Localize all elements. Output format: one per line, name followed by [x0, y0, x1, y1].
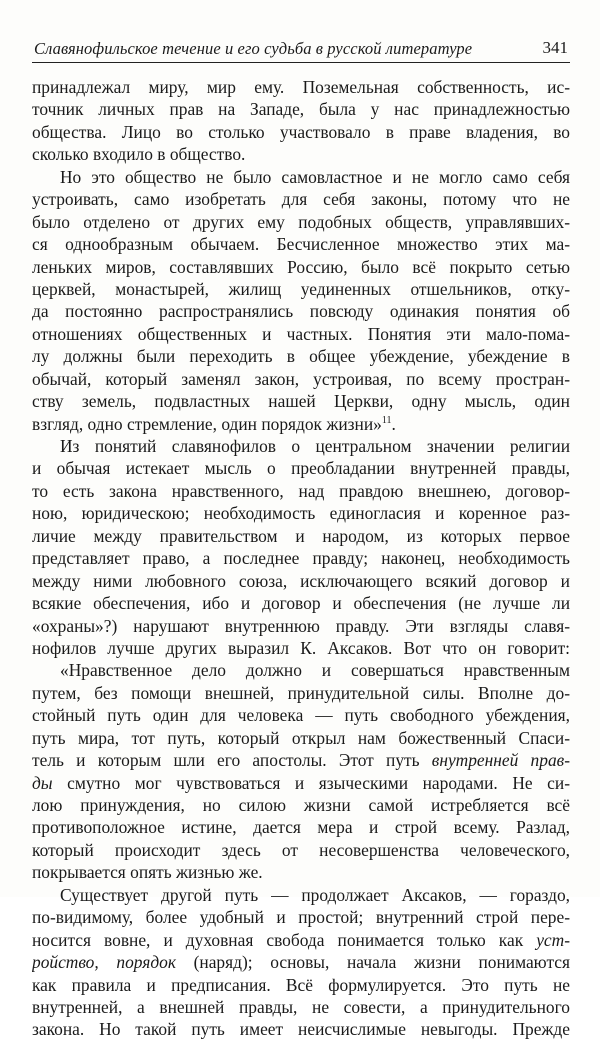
- text-line: «охраны»?) нарушают внутреннюю правду. Эти взгляды славя-: [32, 615, 570, 636]
- text-line: устроивать, само изобретать для себя законы, потому что не: [32, 189, 570, 210]
- text-line: сколько входило в общество.: [32, 144, 246, 165]
- text-line: [32, 749, 570, 771]
- text-line: то есть закона нравственного, над правдою внешнею, договор-: [32, 480, 570, 501]
- text-line: лою принуждения, но силою жизни самой истребляется всё: [32, 795, 570, 815]
- line-text: взгляд, одно стремление, один порядок жизни»: [32, 413, 382, 434]
- page-number: 341: [542, 38, 568, 57]
- text-line: покрывается опять жизнью же.: [32, 862, 263, 883]
- emphasis-text: внутренней прав-: [431, 750, 570, 771]
- text-line: представляет право, а последнее правду; наконец, необходимость: [32, 548, 570, 569]
- text-line: обычай, который заменял закон, устроивая, по всему простран-: [32, 368, 570, 389]
- text-line: нофилов лучше других выразил К. Аксаков. Вот что он говорит:: [32, 637, 570, 658]
- text-line: общества. Лицо во столько участвовало в праве владения, во: [32, 121, 570, 142]
- line-text: .: [391, 413, 396, 434]
- text-line: внутренней, а внешней правды, не совести, а принудительного: [32, 996, 570, 1017]
- text-line: ству земель, подвластных нашей Церкви, одну мысль, один: [32, 391, 570, 412]
- emphasis-text: уст-: [536, 929, 570, 950]
- text-line: Из понятий славянофилов о центральном значении религии: [60, 436, 570, 456]
- text-line: [32, 413, 570, 435]
- text-line: леньких миров, составлявших Россию, было всё покрыто сетью: [32, 256, 570, 277]
- text-line: [32, 929, 570, 951]
- text-line: «Нравственное дело должно и совершаться нравственным: [60, 660, 570, 681]
- running-head: Славянофильское течение и его судьба в русской литературе: [34, 39, 473, 58]
- line-text: носится вовне, и духовная свобода понимается только как: [32, 929, 537, 950]
- emphasis-text: ройство, порядок: [32, 952, 176, 973]
- text-line: который происходит здесь от несовершенства человеческого,: [32, 839, 570, 860]
- text-line: противоположное истине, дается мера и строй всему. Разлад,: [32, 817, 570, 838]
- footnote-marker: 11: [381, 414, 392, 426]
- text-line: было отделено от других ему подобных обществ, управлявших-: [32, 211, 570, 232]
- page-header: [32, 36, 570, 63]
- text-line: [32, 772, 570, 794]
- text-line: лу должны были переходить в общее убеждение, убеждение в: [32, 346, 570, 367]
- text-line: всякие обеспечения, ибо и договор и обеспечения (не лучше ли: [32, 593, 570, 614]
- text-line: точник личных прав на Западе, была у нас принадлежностью: [32, 99, 570, 120]
- emphasis-text: ды: [32, 772, 53, 793]
- body-text: [32, 76, 570, 1041]
- text-line: путем, без помощи внешней, принудительной силы. Вполне до-: [32, 682, 570, 703]
- text-line: личие между правительством и народом, из которых первое: [32, 525, 570, 546]
- text-line: да постоянно распространялись повсюду одинакия понятия об: [32, 301, 570, 322]
- text-line: Но это общество не было самовластное и не могло само себя: [60, 166, 570, 187]
- text-line: по-видимому, более удобный и простой; внутренний строй пере-: [32, 907, 570, 928]
- text-line: как правила и предписания. Всё формулируется. Это путь не: [32, 974, 570, 995]
- text-line: отношениях общественных и частных. Понятия эти мало-пома-: [32, 323, 570, 344]
- line-text: смутно мог чувствоваться и языческими народами. Не си-: [52, 772, 570, 793]
- text-line: стойный путь один для человека — путь свободного убеждения,: [32, 705, 570, 726]
- text-line: ною, юридическою; необходимость единогласия и коренное раз-: [32, 503, 570, 524]
- text-line: принадлежал миру, мир ему. Поземельная собственность, ис-: [32, 77, 570, 97]
- text-line: и обычая истекает мысль о преобладании внутренней правды,: [32, 458, 570, 479]
- text-line: Существует другой путь — продолжает Аксаков, — гораздо,: [60, 884, 570, 905]
- line-text: тель и которым шли его апостолы. Этот путь: [32, 750, 432, 771]
- text-line: путь мира, тот путь, который открыл нам божественный Спаси-: [32, 727, 570, 748]
- text-line: между ними любовного союза, исключающего всякий договор и: [32, 570, 570, 591]
- text-line: ся однообразным обычаем. Бесчисленное множество этих ма-: [32, 234, 570, 255]
- text-line: закона. Но такой путь имеет неисчислимые невыгоды. Прежде: [32, 1019, 570, 1040]
- text-line: церквей, монастырей, жилищ уединенных отшельников, отку-: [32, 278, 570, 299]
- line-text: (наряд); основы, начала жизни понимаются: [175, 952, 570, 973]
- text-line: [32, 951, 570, 973]
